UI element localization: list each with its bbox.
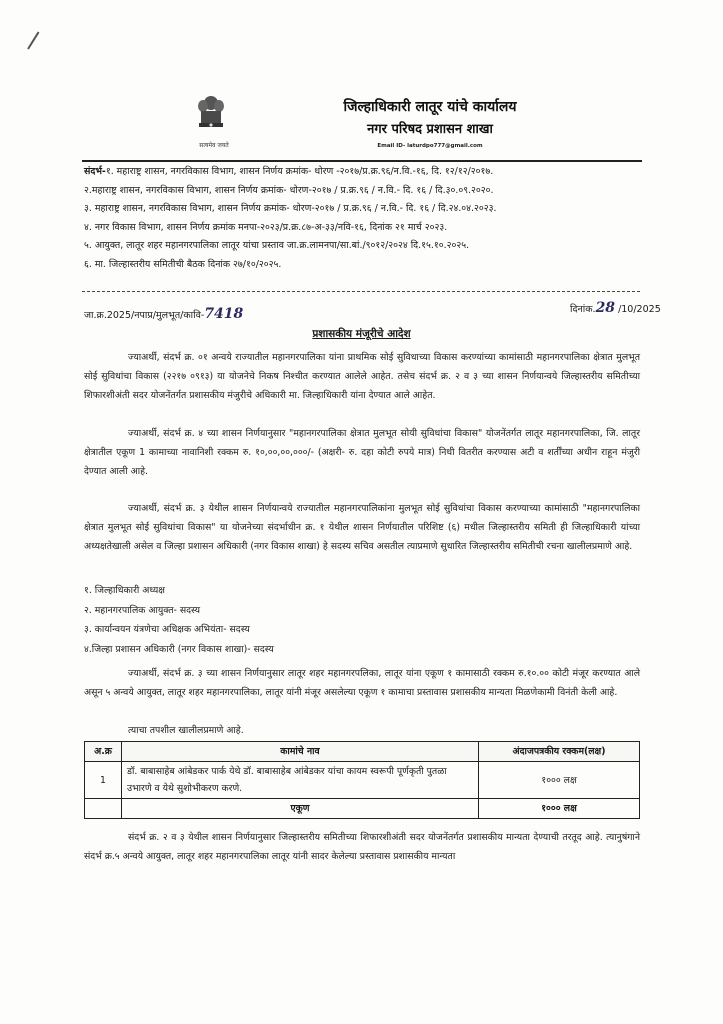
state-emblem — [190, 95, 232, 153]
document-title: प्रशासकीय मंजूरीचे आदेश — [312, 328, 411, 340]
table-header-row — [85, 742, 640, 762]
column-header-serial: अ.क्र — [85, 742, 122, 762]
reference-item: ३. महाराष्ट्र शासन, नगरविकास विभाग, शासन निर्णय क्रमांक- धोरण-२०१७ / प्र.क्र.९६ / न.वि.- दि. १६ / दि.२४.०४.२०२३. — [84, 203, 497, 215]
dashed-divider — [82, 291, 640, 292]
office-email: Email ID- laturdpo777@gmail.com — [377, 143, 483, 149]
column-header-amount: अंदाजपत्रकीय रक्कम(लक्ष) — [479, 742, 640, 762]
table-total-row — [85, 799, 640, 819]
header-divider — [82, 160, 642, 162]
committee-member: ३. कार्यान्वयन यंत्रणेचा अधिक्षक अभियंता- सदस्य — [84, 624, 250, 635]
handwritten-date: 28 — [595, 300, 616, 316]
reference-item: संदर्भ-१. महाराष्ट्र शासन, नगरविकास विभाग, शासन निर्णय क्रमांक- धोरण -२०१७/प्र.क्र.९६/न.वि.-१६, दि. १२/१२/२०१७. — [84, 166, 494, 177]
order-date: दिनांक.28 /10/2025 — [570, 300, 661, 316]
column-header-work-name: कामांचे नाव — [122, 742, 479, 762]
paragraph-2: ज्याअर्थी, संदर्भ क्र. ४ च्या शासन निर्णयानुसार "महानगरपालिका क्षेत्रात मुलभूत सोयी सुविधांचा विकास" योजनेंतर्गत लातूर महानगरपालिका, जि. लातूर क्षेत्रातील एकूण 1 कामाच्या नावानिशी रक्कम रु. १०,००,००,०००/- (अक्षरी- रु. दहा कोटी रुपये मात्र) निधी वितरीत करण्यास अटी व शर्तींच्या अधीन राहून मंजुरी देण्यात आली आहे. — [84, 428, 640, 477]
reference-item: ४. नगर विकास विभाग, शासन निर्णय क्रमांक मनपा-२०२३/प्र.क्र.८७-अ-३३/नवि-१६, दिनांक २१ मार्च २०२३. — [84, 221, 448, 233]
paragraph-1: ज्याअर्थी, संदर्भ क्र. ०१ अन्वये राज्यातील महानगरपालिका यांना प्राथमिक सोई सुविधाच्या विकास करण्यांच्या कामांसाठी महानगरपालिका क्षेत्रात मुलभूत सोई सुविधांचा विकास (२२१७ ०९१३) या योजनेचे निकष निश्चीत करण्यात आलेले आहेत. तसेच संदर्भ क्र. २ व ३ च्या शासन निर्णयान्वये जिल्हास्तरीय समितीच्या शिफारशीअंती सदर योजनेंतर्गत प्रशासकीय मंजुरीचे अधिकारी मा. जिल्हाधिकारी यांना देण्यात आले आहेत. — [84, 352, 640, 401]
paragraph-5: त्याचा तपशील खालीलप्रमाणे आहे. — [128, 725, 244, 736]
reference-item: ६. मा. जिल्हास्तरीय समितीची बैठक दिनांक २७/१०/२०२५. — [84, 258, 282, 270]
cell-work-name: डॉ. बाबासाहेब आंबेडकर पार्क येथे डॉ. बाबासाहेब आंबेडकर यांचा कायम स्वरूपी पूर्णकृती पुतळा उभारणे व येथे सुशोभीकरण करणे. — [122, 762, 479, 799]
order-number: जा.क्र.2025/नपाप्र/मुलभूत/कावि-7418 — [84, 306, 244, 322]
committee-list — [84, 581, 274, 659]
paragraph-4: ज्याअर्थी, संदर्भ क्र. ३ च्या शासन निर्णयानुसार लातूर शहर महानगरपलिका, लातूर यांना एकूण १ कामासाठी रक्कम रु.१०.०० कोटी मंजूर करण्यात आले असून ५ अन्वये आयुक्त, लातूर शहर महानगरपालिका, लातूर यांनी मंजूर असलेल्या एकूण १ कामाचा प्रस्तावास प्रशासकीय मान्यता मिळणेकामी विनंती केली आहे. — [84, 668, 640, 698]
handwritten-order-number: 7418 — [204, 306, 244, 322]
references-label: संदर्भ- — [84, 166, 106, 177]
paragraph-3: ज्याअर्थी, संदर्भ क्र. ३ येथील शासन निर्णयान्वये राज्यातील महानगरपालिकांना मुलभूत सोई सुविधांचा विकास करण्याच्या कामांसाठी "महानगरपालिका क्षेत्रात मुलभूत सोई सुविधांचा विकास" या योजनेच्या संदर्भाधीन क्र. १ येथील शासन निर्णयातील परिशिष्ट (६) मधील जिल्हास्तरीय समिती ही जिल्हाधिकारी यांच्या अध्यक्षतेखाली असेल व जिल्हा प्रशासन अधिकारी (नगर विकास शाखा) हे सदस्य सचिव असतील त्याप्रमाणे सुधारित जिल्हास्तरीय समितीची रचना खालीलप्रमाणे आहे. — [84, 503, 640, 552]
reference-item: २.महाराष्ट्र शासन, नगरविकास विभाग, शासन निर्णय क्रमांक- धोरण-२०१७ / प्र.क्र.९६ / न.वि.- दि. १६ / दि.३०.०९.२०२०. — [84, 184, 494, 196]
references-block — [84, 163, 644, 275]
paragraph-6: संदर्भ क्र. २ व ३ येथील शासन निर्णयानुसार जिल्हास्तरीय समितीच्या शिफारशीअंती सदर योजनेंतर्गत प्रशासकीय मान्यता देण्याची तरतूद आहे. त्यानुषंगाने संदर्भ क्र.५ अन्वये आयुक्त, लातूर शहर महानगरपालिका लातूर यांनी सादर केलेल्या प्रस्तावास प्रशासकीय मान्यता — [84, 832, 640, 862]
committee-member: ४.जिल्हा प्रशासन अधिकारी (नगर विकास शाखा)- सदस्य — [84, 643, 274, 655]
pen-stroke-mark — [27, 32, 39, 50]
letterhead — [180, 95, 600, 160]
emblem-motto: सत्यमेव जयते — [199, 142, 229, 149]
office-subtitle: नगर परिषद प्रशासन शाखा — [367, 122, 493, 137]
office-title: जिल्हाधिकारी लातूर यांचे कार्यालय — [343, 99, 517, 115]
total-value: १००० लक्ष — [479, 799, 640, 819]
cell-serial: 1 — [85, 762, 122, 799]
reference-item: ५. आयुक्त, लातूर शहर महानगरपालिका लातूर यांचा प्रस्ताव जा.क्र.लामनपा/सा.बां./९०१२/२०२४ दि.१५.१०.२०२५. — [84, 240, 470, 252]
ashoka-emblem-icon — [196, 95, 226, 129]
committee-member: १. जिल्हाधिकारी अध्यक्ष — [84, 585, 165, 596]
works-table — [84, 741, 640, 819]
total-label: एकूण — [122, 799, 479, 819]
table-row — [85, 762, 640, 799]
committee-member: २. महानगरपालिक आयुक्त- सदस्य — [84, 604, 201, 616]
cell-amount: १००० लक्ष — [479, 762, 640, 799]
